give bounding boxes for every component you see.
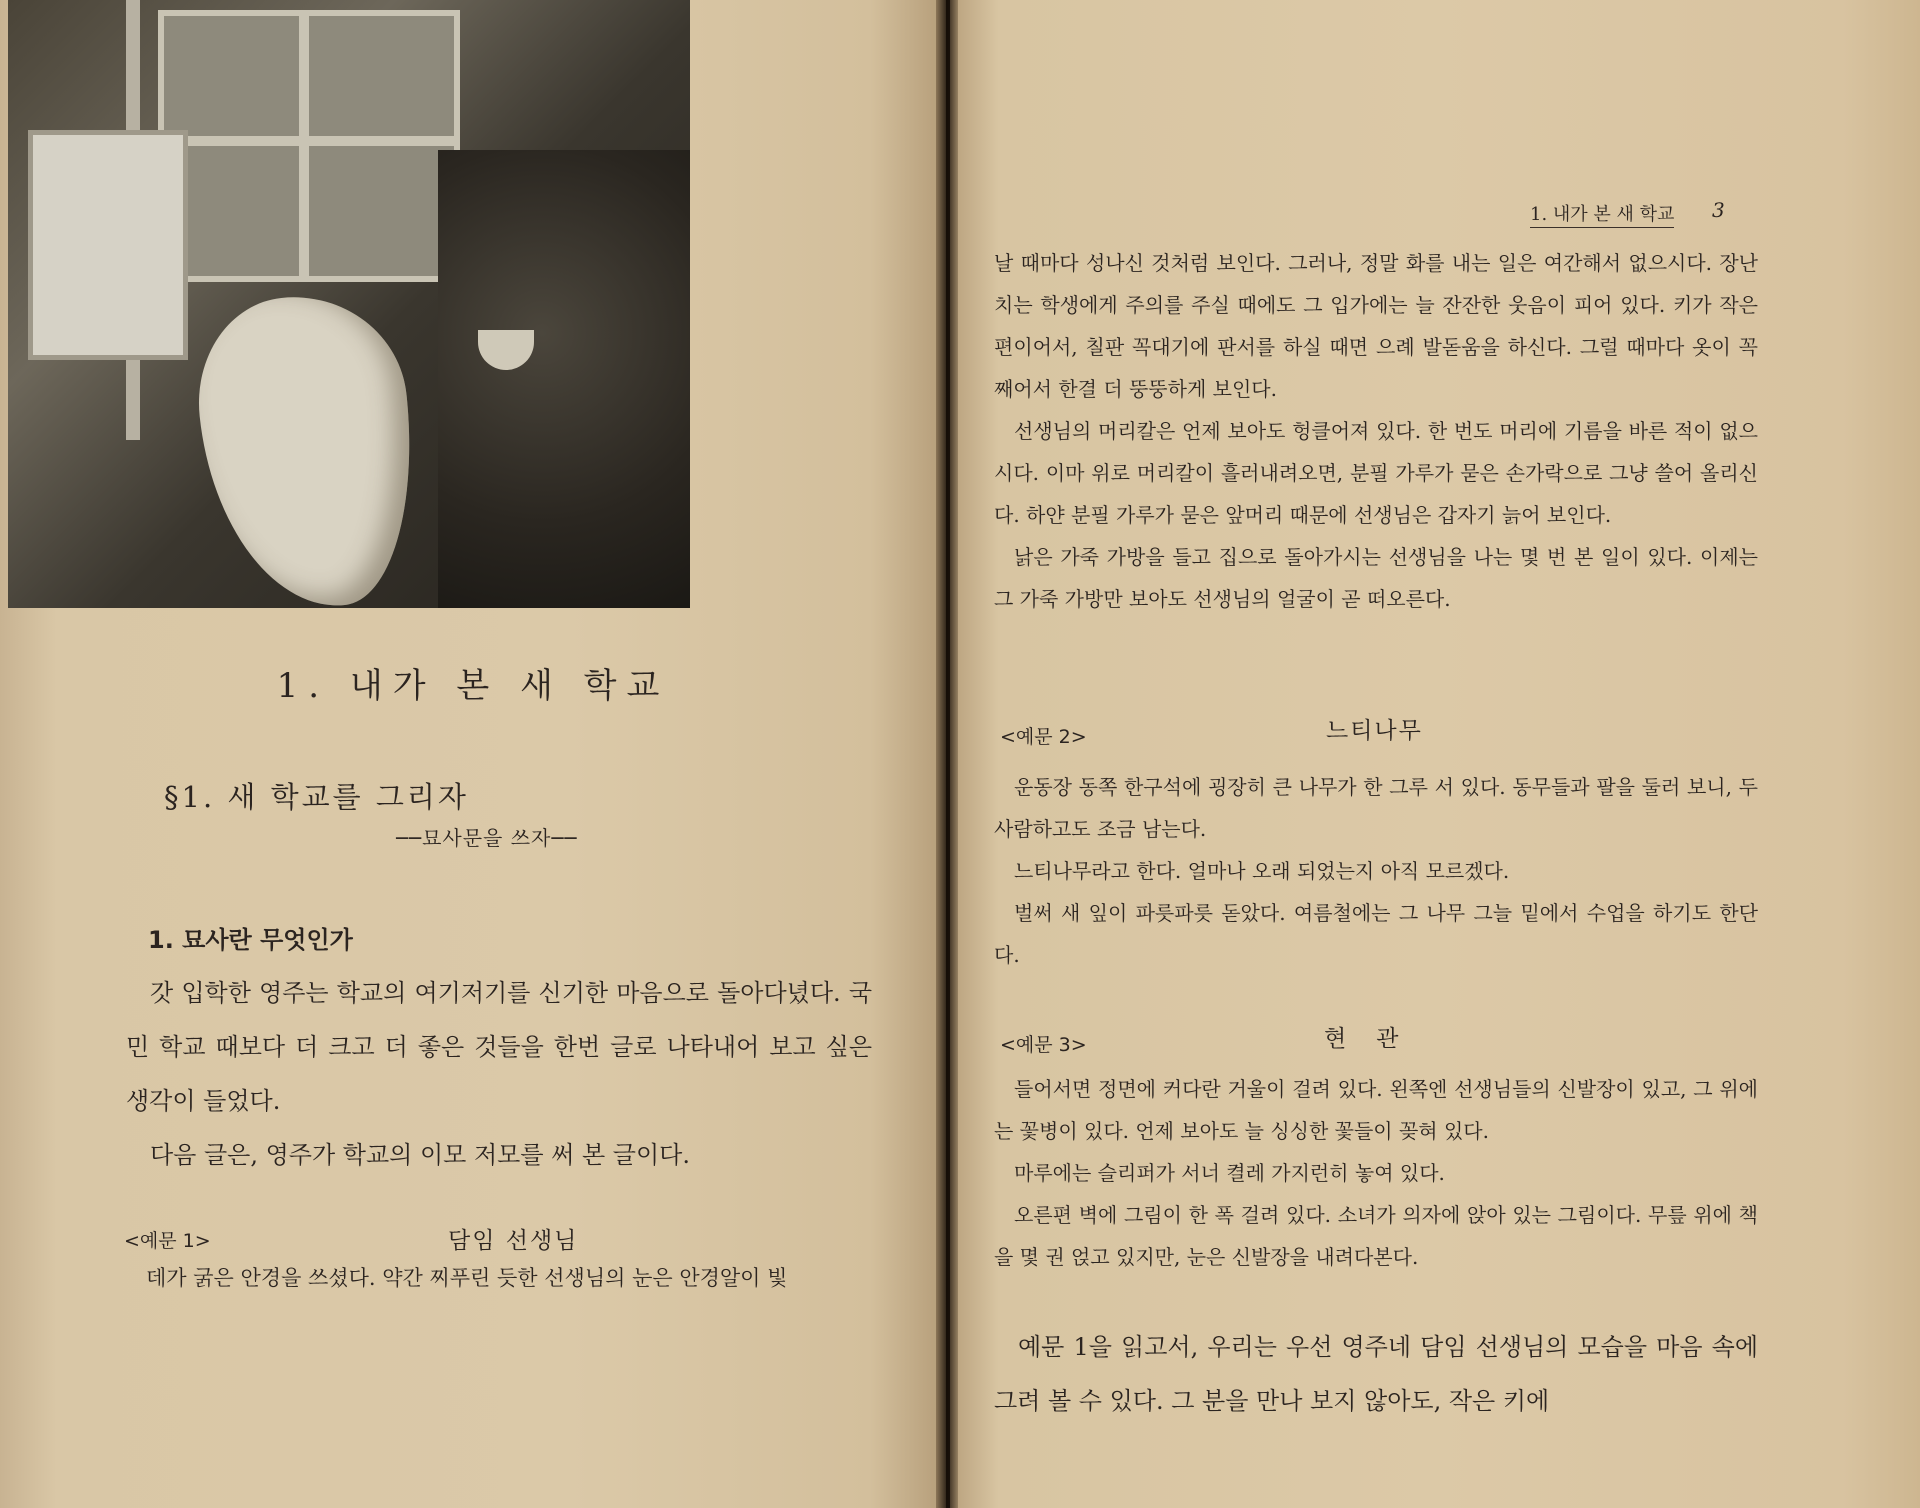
photo-palette xyxy=(188,286,427,608)
example2-title: 느티나무 xyxy=(1326,718,1423,744)
closing-paragraph: 예문 1을 읽고서, 우리는 우선 영주네 담임 선생님의 모습을 마음 속에 그려 볼 수 있다. 그 분을 만나 보지 않아도, 작은 키에 xyxy=(994,1333,1758,1415)
book-gutter xyxy=(936,0,958,1508)
example1-label: <예문 1> xyxy=(124,1230,211,1252)
paragraph: 낡은 가죽 가방을 들고 집으로 돌아가시는 선생님을 나는 몇 번 본 일이 있다. 이제는 그 가죽 가방만 보아도 선생님의 얼굴이 곧 떠오른다. xyxy=(994,545,1758,611)
classroom-photo xyxy=(8,0,690,608)
example2-label: <예문 2> xyxy=(1000,726,1087,748)
right-page xyxy=(950,0,1920,1508)
photo-foliage xyxy=(438,150,690,608)
example3-label: <예문 3> xyxy=(1000,1034,1087,1056)
example2-body xyxy=(994,766,1758,976)
chapter-title: 1. 내가 본 새 학교 xyxy=(276,666,670,706)
photo-window xyxy=(158,10,460,282)
photo-canvas-board xyxy=(28,130,188,360)
paragraph: 선생님의 머리칼은 언제 보아도 헝클어져 있다. 한 번도 머리에 기름을 바른 적이 없으시다. 이마 위로 머리칼이 흘러내려오면, 분필 가루가 묻은 손가락으로 그냥 쓸어 올리신다. 하얀 분필 가루가 묻은 앞머리 때문에 선생님은 갑자기 늙어 보인다. xyxy=(994,419,1758,527)
paragraph: 들어서면 정면에 커다란 거울이 걸려 있다. 왼쪽엔 선생님들의 신발장이 있고, 그 위에는 꽃병이 있다. 언제 보아도 늘 싱싱한 꽃들이 꽂혀 있다. xyxy=(994,1077,1758,1143)
section-title: §1. 새 학교를 그리자 xyxy=(164,780,469,814)
running-head: 1. 내가 본 새 학교 xyxy=(1530,200,1674,228)
paragraph: 운동장 동쪽 한구석에 굉장히 큰 나무가 한 그루 서 있다. 동무들과 팔을 둘러 보니, 두 사람하고도 조금 남는다. xyxy=(994,775,1758,841)
page-number: 3 xyxy=(1712,198,1725,222)
paragraph: 마루에는 슬리퍼가 서너 켤레 가지런히 놓여 있다. xyxy=(1014,1161,1445,1185)
paragraph: 날 때마다 성나신 것처럼 보인다. 그러나, 정말 화를 내는 일은 여간해서 없으시다. 장난치는 학생에게 주의를 주실 때에도 그 입가에는 늘 잔잔한 웃음이 피어 있다. 키가 작은 편이어서, 칠판 꼭대기에 판서를 하실 때면 으례 발돋움을 하신다. 그럴 때마다 옷이 꼭 째어서 한결 더 뚱뚱하게 보인다. xyxy=(994,251,1758,401)
example1-title: 담임 선생님 xyxy=(448,1228,579,1254)
section-subtitle: ──묘사문을 쓰자── xyxy=(396,826,578,850)
paragraph: 오른편 벽에 그림이 한 폭 걸려 있다. 소녀가 의자에 앉아 있는 그림이다. 무릎 위에 책을 몇 권 얹고 있지만, 눈은 신발장을 내려다본다. xyxy=(994,1203,1758,1269)
example3-title: 현관 xyxy=(1324,1026,1429,1052)
example3-body xyxy=(994,1068,1758,1278)
example1-continued xyxy=(994,242,1758,620)
paragraph: 느티나무라고 한다. 얼마나 오래 되었는지 아직 모르겠다. xyxy=(1014,859,1510,883)
left-page xyxy=(0,0,946,1508)
intro-paragraph: 갓 입학한 영주는 학교의 여기저기를 신기한 마음으로 돌아다녔다. 국민 학교 때보다 더 크고 더 좋은 것들을 한번 글로 나타내어 보고 싶은 생각이 들었다. xyxy=(126,979,872,1115)
intro-paragraph: 다음 글은, 영주가 학교의 이모 저모를 써 본 글이다. xyxy=(150,1141,690,1169)
paragraph: 벌써 새 잎이 파릇파릇 돋았다. 여름철에는 그 나무 그늘 밑에서 수업을 하기도 한단다. xyxy=(994,901,1758,967)
subheading: 1. 묘사란 무엇인가 xyxy=(148,926,353,954)
example1-first-line: 데가 굵은 안경을 쓰셨다. 약간 찌푸린 듯한 선생님의 눈은 안경알이 빛 xyxy=(146,1266,788,1290)
